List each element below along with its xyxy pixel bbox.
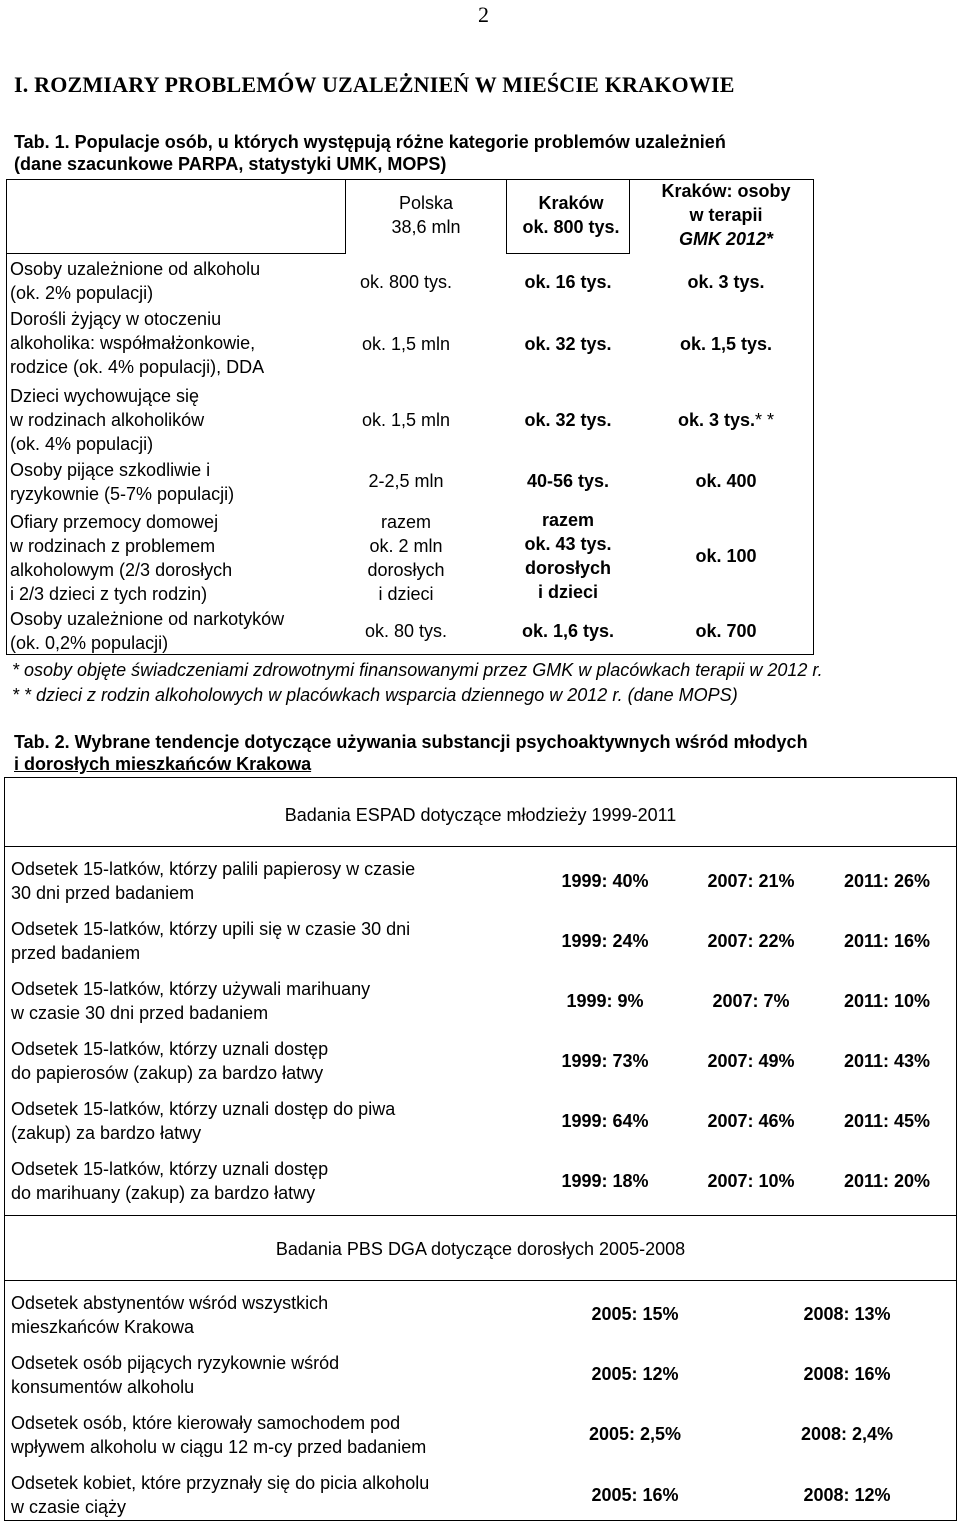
footnote-marker: * * [755,410,775,430]
divider [5,846,956,847]
header-krakow [496,191,646,239]
espad-row6-label [11,1157,501,1205]
label-line: (ok. 4% populacji) [10,434,154,454]
espad-row6-2011: 2011: 20% [843,1171,931,1191]
table1-row1-polska: ok. 800 tys. [359,272,453,292]
espad-row4-label [11,1037,501,1085]
pbs-row2-label [11,1351,501,1399]
header-terapia-line1: Kraków: osoby [661,181,791,201]
section-heading: I. ROZMIARY PROBLEMÓW UZALEŻNIEŃ W MIEŚCIE KRAKOWIE [14,72,735,97]
label-line: Odsetek 15-latków, którzy uznali dostęp do piwa [11,1099,396,1119]
pbs-row3-2005: 2005: 2,5% [588,1424,682,1444]
label-line: Odsetek 15-latków, którzy upili się w czasie 30 dni [11,919,411,939]
table1-row5-terapia: ok. 100 [695,546,757,566]
table1-notes [12,658,823,708]
table1-row1-krakow: ok. 16 tys. [524,272,612,292]
label-line: rodzice (ok. 4% populacji), DDA [10,357,265,377]
pbs-row1-2005: 2005: 15% [591,1304,679,1324]
divider [5,1280,956,1281]
label-line: w rodzinach z problemem [10,536,216,556]
label-line: (ok. 0,2% populacji) [10,633,169,653]
caption-text: i dorosłych mieszkańców Krakowa [14,754,312,774]
table1-row6-label [10,607,346,655]
label-line: w rodzinach alkoholików [10,410,205,430]
label-line: Odsetek osób, które kierowały samochodem pod [11,1413,401,1433]
header-polska-line1: Polska [398,193,454,213]
espad-row3-1999: 1999: 9% [566,991,644,1011]
value-line: dorosłych [524,558,612,578]
espad-row5-2007: 2007: 46% [707,1111,795,1131]
table1-row5-polska [336,510,476,606]
espad-row6-1999: 1999: 18% [561,1171,649,1191]
label-line: Odsetek 15-latków, którzy palili papierosy w czasie [11,859,416,879]
table1-caption [14,131,944,175]
label-line: i 2/3 dzieci z tych rodzin) [10,584,208,604]
table1-row6-polska: ok. 80 tys. [364,621,448,641]
label-line: Odsetek kobiet, które przyznały się do picia alkoholu [11,1473,430,1493]
pbs-row2-2008: 2008: 16% [803,1364,891,1384]
espad-row1-1999: 1999: 40% [561,871,649,891]
label-line: Odsetek 15-latków, którzy uznali dostęp [11,1159,329,1179]
label-line: Odsetek 15-latków, którzy uznali dostęp [11,1039,329,1059]
value-line: i dzieci [378,584,434,604]
label-line: alkoholowym (2/3 dorosłych [10,560,233,580]
pbs-row2-2005: 2005: 12% [591,1364,679,1384]
table2-caption [14,731,954,775]
table1-row4-polska: 2-2,5 mln [368,471,444,491]
espad-row1-2007: 2007: 21% [707,871,795,891]
table1-row2-terapia: ok. 1,5 tys. [679,334,773,354]
espad-row4-2007: 2007: 49% [707,1051,795,1071]
label-line: 30 dni przed badaniem [11,883,195,903]
table2-caption-line2 [14,753,954,775]
label-line: Dzieci wychowujące się [10,386,200,406]
pbs-section-title: Badania PBS DGA dotyczące dorosłych 2005-2008 [275,1239,686,1259]
label-line: Osoby pijące szkodliwie i [10,460,211,480]
label-line: ryzykownie (5-7% populacji) [10,484,235,504]
label-line: mieszkańców Krakowa [11,1317,195,1337]
value-line: dorosłych [367,560,445,580]
header-polska [346,191,506,239]
pbs-row3-2008: 2008: 2,4% [800,1424,894,1444]
table1-row4-label [10,458,346,506]
label-line: konsumentów alkoholu [11,1377,195,1397]
header-krakow-terapia [638,179,814,251]
espad-row3-2007: 2007: 7% [712,991,790,1011]
value-line: razem [541,510,595,530]
espad-row1-2011: 2011: 26% [843,871,931,891]
pbs-row1-2008: 2008: 13% [803,1304,891,1324]
pbs-row1-label [11,1291,501,1339]
table1-row5-krakow [492,508,644,604]
espad-row3-2011: 2011: 10% [843,991,931,1011]
espad-row1-label [11,857,501,905]
label-line: (zakup) za bardzo łatwy [11,1123,202,1143]
label-line: w czasie 30 dni przed badaniem [11,1003,269,1023]
table1-row3-krakow: ok. 32 tys. [524,410,612,430]
pbs-row4-label [11,1471,501,1519]
table1-row6-krakow: ok. 1,6 tys. [521,621,615,641]
terapia-value: ok. 3 tys. [677,410,756,430]
espad-row2-2011: 2011: 16% [843,931,931,951]
label-line: Ofiary przemocy domowej [10,512,219,532]
label-line: alkoholika: współmałżonkowie, [10,333,256,353]
table2 [4,777,957,1521]
label-line: Dorośli żyjący w otoczeniu [10,309,222,329]
espad-row4-1999: 1999: 73% [561,1051,649,1071]
table1 [6,179,814,655]
table1-row1-label [10,257,346,305]
value-line: ok. 2 mln [369,536,443,556]
espad-row3-label [11,977,501,1025]
label-line: do marihuany (zakup) za bardzo łatwy [11,1183,316,1203]
table1-caption-line1: Tab. 1. Populacje osób, u których występują różne kategorie problemów uzależnień [14,132,726,152]
pbs-row4-2005: 2005: 16% [591,1485,679,1505]
divider [5,1215,956,1216]
header-terapia-line2: w terapii [689,205,763,225]
label-line: Odsetek 15-latków, którzy używali marihuany [11,979,371,999]
table1-row6-terapia: ok. 700 [695,621,757,641]
label-line: w czasie ciąży [11,1497,127,1517]
value-line: ok. 43 tys. [524,534,612,554]
espad-row5-1999: 1999: 64% [561,1111,649,1131]
table1-note2: * * dzieci z rodzin alkoholowych w placówkach wsparcia dziennego w 2012 r. (dane MOPS) [12,685,738,705]
table1-row3-terapia [638,408,814,432]
value-line: razem [380,512,431,532]
page-number: 2 [478,2,489,27]
table1-row3-polska: ok. 1,5 mln [361,410,451,430]
espad-row2-1999: 1999: 24% [561,931,649,951]
espad-row4-2011: 2011: 43% [843,1051,931,1071]
label-line: Odsetek abstynentów wśród wszystkich [11,1293,329,1313]
label-line: Osoby uzależnione od alkoholu [10,259,261,279]
espad-row5-label [11,1097,501,1145]
table1-row2-polska: ok. 1,5 mln [361,334,451,354]
espad-row5-2011: 2011: 45% [843,1111,931,1131]
label-line: Odsetek osób pijących ryzykownie wśród [11,1353,340,1373]
pbs-row3-label [11,1411,501,1459]
header-krakow-line1: Kraków [538,193,604,213]
label-line: przed badaniem [11,943,141,963]
table1-row2-label [10,307,346,379]
table1-row3-label [10,384,346,456]
table1-empty-header-cell [6,179,346,254]
espad-row2-2007: 2007: 22% [707,931,795,951]
espad-row2-label [11,917,501,965]
label-line: wpływem alkoholu w ciągu 12 m-cy przed badaniem [11,1437,427,1457]
table1-row1-terapia: ok. 3 tys. [687,272,765,292]
header-krakow-line2: ok. 800 tys. [522,217,620,237]
table1-row5-label [10,510,346,606]
table2-caption-line1: Tab. 2. Wybrane tendencje dotyczące używania substancji psychoaktywnych wśród młodych [14,732,808,752]
espad-section-title: Badania ESPAD dotyczące młodzieży 1999-2011 [284,805,677,825]
header-polska-line2: 38,6 mln [391,217,461,237]
table1-note1: * osoby objęte świadczeniami zdrowotnymi finansowanymi przez GMK w placówkach terapii w 2012 r. [12,660,823,680]
table1-row2-krakow: ok. 32 tys. [524,334,612,354]
value-line: i dzieci [537,582,599,602]
label-line: (ok. 2% populacji) [10,283,154,303]
table1-caption-line2: (dane szacunkowe PARPA, statystyki UMK, MOPS) [14,154,447,174]
table1-row4-terapia: ok. 400 [695,471,757,491]
table1-row4-krakow: 40-56 tys. [526,471,610,491]
espad-row6-2007: 2007: 10% [707,1171,795,1191]
label-line: do papierosów (zakup) za bardzo łatwy [11,1063,324,1083]
header-terapia-line3: GMK 2012* [678,229,774,249]
pbs-row4-2008: 2008: 12% [803,1485,891,1505]
label-line: Osoby uzależnione od narkotyków [10,609,285,629]
